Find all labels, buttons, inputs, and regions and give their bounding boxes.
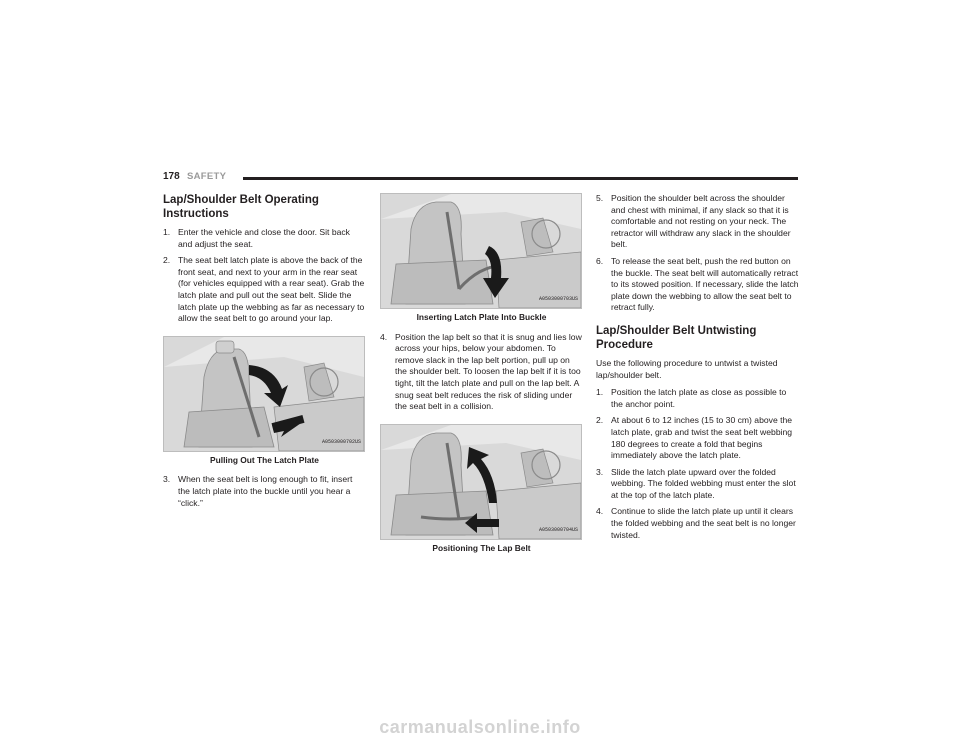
figure-code: A0503000704US [538, 527, 578, 534]
steps-list-3 [596, 193, 799, 314]
steps-list-4 [596, 387, 799, 541]
figure-positioning-lap-belt [380, 424, 582, 540]
steps-list-1 [163, 227, 366, 325]
figure-caption: Pulling Out The Latch Plate [210, 454, 319, 465]
list-item: 4. Position the lap belt so that it is snug and lies low across your hips, below your abdomen. To remove slack in the lap belt portion, pull up on the shoulder belt. To loosen the lap belt if it is too tight, tilt the latch plate and pull on the lap belt. A snug seat belt reduces the risk of sliding under the seat belt in a collision. [380, 331, 582, 412]
column-1 [163, 193, 366, 514]
figure-inserting-latch-plate [380, 193, 582, 309]
steps-list-1b [163, 474, 366, 509]
steps-list-2 [380, 332, 583, 413]
list-item: 3. When the seat belt is long enough to fit, insert the latch plate into the buckle until you hear a “click.” [163, 474, 353, 508]
list-item: 3. Slide the latch plate upward over the folded webbing. The folded webbing must enter the slot at the top of the latch plate. [596, 466, 796, 500]
figure-caption: Positioning The Lap Belt [432, 542, 531, 553]
section-heading-operating: Lap/Shoulder Belt Operating Instructions [163, 194, 319, 220]
figure-code: A0503000702US [321, 439, 361, 446]
section-heading-untwisting: Lap/Shoulder Belt Untwisting Procedure [596, 324, 757, 351]
list-item: 4. Continue to slide the latch plate up until it clears the folded webbing and the seat belt is no longer twisted. [596, 506, 796, 540]
intro-paragraph: Use the following procedure to untwist a twisted lap/shoulder belt. [596, 357, 778, 380]
header-rule [243, 177, 798, 180]
figure-code: A0503000703US [538, 296, 578, 303]
list-item: 2. At about 6 to 12 inches (15 to 30 cm) above the latch plate, grab and twist the seat belt webbing 180 degrees to create a fold that begins immediately above the latch plate. [596, 415, 793, 461]
list-item: 1. Enter the vehicle and close the door. Sit back and adjust the seat. [163, 227, 350, 249]
list-item: 1. Position the latch plate as close as possible to the anchor point. [596, 387, 787, 409]
figure-caption: Inserting Latch Plate Into Buckle [416, 312, 547, 322]
watermark: carmanualsonline.info [379, 717, 581, 737]
section-title: SAFETY [187, 171, 227, 182]
list-item: 2. The seat belt latch plate is above the back of the front seat, and next to your arm in the rear seat (for vehicles equipped with a rear seat). Grab the latch plate and pull out the seat belt. Slide the latch plate up the webbing as far as necessary to allow the seat belt to go around your lap. [163, 255, 365, 324]
figure-pulling-latch-plate [163, 336, 365, 452]
page-number: 178 [163, 171, 180, 182]
column-3 [596, 193, 799, 546]
list-item: 6. To release the seat belt, push the red button on the buckle. The seat belt will automatically retract to its stowed position. If necessary, slide the latch plate down the webbing to allow the seat belt to retract fully. [596, 255, 799, 313]
column-2 [380, 193, 583, 562]
page-header [163, 171, 798, 187]
list-item: 5. Position the shoulder belt across the shoulder and chest with minimal, if any slack so that it is comfortable and not resting on your neck. The retractor will withdraw any slack in the shoulder belt. [596, 193, 791, 250]
